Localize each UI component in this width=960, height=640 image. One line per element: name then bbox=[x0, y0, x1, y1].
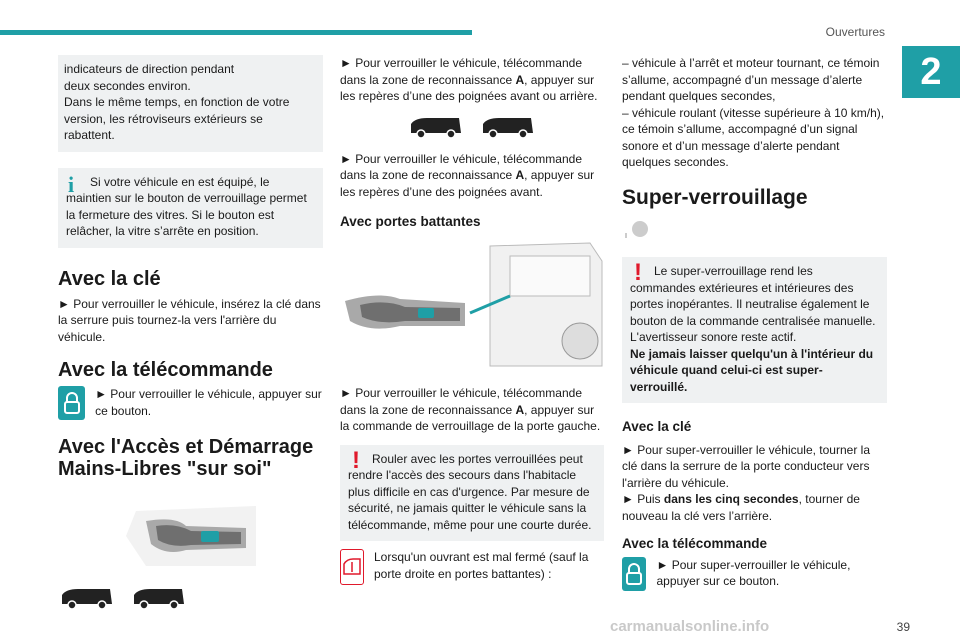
super-cle-text-2: ► Puis dans les cinq secondes, tourner de nouveau la clé vers l’arrière. bbox=[622, 492, 860, 523]
door-note-row bbox=[340, 549, 604, 585]
heading-avec-la-telecommande-2: Avec la télécommande bbox=[622, 536, 768, 551]
alert-text: – véhicule à l’arrêt et moteur tournant, ce témoin s’allume, accompagné d’un message d’alerte pendant quelques secondes, – véhicule roulant (vitesse supérieure à 10 km/h), ce témoin s’allume, accompagné d’un signal sonore et d’un message d’alerte pendant quelques secondes. bbox=[622, 56, 885, 169]
super-warning-bold: Ne jamais laisser quelqu'un à l'intérieur du véhicule quand celui-ci est super-verrouillé. bbox=[630, 346, 874, 394]
column-1 bbox=[58, 55, 323, 610]
door-open-icon bbox=[340, 549, 364, 585]
warning-icon: ! bbox=[634, 259, 642, 286]
page-number: 39 bbox=[896, 620, 910, 634]
super-cle-text-1: ► Pour super-verrouiller le véhicule, tourner la clé dans la serrure de la porte conducteur vers l'arrière du véhicule. bbox=[622, 442, 870, 490]
header-bar bbox=[0, 30, 472, 35]
heading-avec-la-cle: Avec la clé bbox=[58, 267, 161, 290]
telecommande-text: ► Pour verrouiller le véhicule, appuyer sur ce bouton. bbox=[95, 387, 322, 418]
heading-super-verrouillage: Super-verrouillage bbox=[622, 185, 808, 209]
warning-note-text: Rouler avec les portes verrouillées peut rendre l'accès des secours dans l'habitacle plus difficile en cas d'urgence. Par mesure de sécurité, ne jamais quitter le véhicule sans la télécommande, même pour une courte durée. bbox=[348, 451, 592, 532]
telecommande-row bbox=[58, 386, 323, 420]
lock-button-icon bbox=[58, 386, 85, 420]
box-line: rabattent. bbox=[64, 128, 115, 142]
van-long-icon bbox=[479, 115, 537, 139]
heading-line: Mains-Libres "sur soi" bbox=[58, 458, 272, 480]
lock-button-icon bbox=[622, 557, 646, 591]
box-line: Dans le même temps, en fonction de votre bbox=[64, 95, 290, 109]
heading-portes-battantes: Avec portes battantes bbox=[340, 214, 481, 229]
zone-text-1: ► Pour verrouiller le véhicule, télécommande dans la zone de reconnaissance A, appuyer sur les repères d’une des poignées avant ou arrière. bbox=[340, 56, 598, 103]
continued-box bbox=[58, 55, 323, 152]
car-icons-row bbox=[58, 586, 323, 610]
info-icon: i bbox=[68, 171, 75, 197]
cle-text: ► Pour verrouiller le véhicule, insérez la clé dans la serrure puis tournez-la vers l'arrière du véhicule. bbox=[58, 296, 321, 344]
super-warning-note bbox=[622, 257, 887, 403]
heading-acces-demarrage bbox=[58, 436, 323, 480]
watermark: carmanualsonline.info bbox=[610, 618, 770, 635]
box-line: deux secondes environ. bbox=[64, 78, 191, 93]
van-long-icon bbox=[130, 586, 188, 610]
box-line: indicateurs de direction pendant bbox=[64, 62, 235, 76]
heading-avec-la-cle-2: Avec la clé bbox=[622, 419, 692, 434]
super-telecommande-row bbox=[622, 557, 887, 591]
info-note bbox=[58, 168, 323, 248]
info-note-text: Si votre véhicule en est équipé, le maintien sur le bouton de verrouillage permet la fermeture des vitres. Si le bouton est relâcher, la vitre s’arrête en position. bbox=[66, 174, 307, 238]
rear-door-illustration bbox=[340, 241, 604, 374]
chapter-tab: 2 bbox=[902, 46, 960, 98]
column-3 bbox=[622, 55, 887, 591]
door-note-text: Lorsqu'un ouvrant est mal fermé (sauf la porte droite en portes battantes) : bbox=[374, 550, 589, 581]
heading-avec-la-telecommande: Avec la télécommande bbox=[58, 359, 273, 381]
heading-line: Avec l'Accès et Démarrage bbox=[58, 436, 314, 458]
column-2 bbox=[340, 55, 604, 585]
handle-illustration bbox=[58, 496, 323, 576]
box-line: version, les rétroviseurs extérieurs se bbox=[64, 111, 263, 126]
section-title: Ouvertures bbox=[825, 25, 885, 39]
super-warning-text: Le super-verrouillage rend les commandes extérieures et intérieures des portes inopérantes. Il neutralise également le bouton de la commande centralisée manuelle. L'avertisseur sonore reste actif. bbox=[630, 264, 876, 344]
zone-text-3: ► Pour verrouiller le véhicule, télécommande dans la zone de reconnaissance A, appuyer sur la commande de verrouillage de la porte gauche. bbox=[340, 386, 601, 433]
warning-note bbox=[340, 445, 604, 542]
van-icon bbox=[407, 115, 465, 139]
super-telecommande-text: ► Pour super-verrouiller le véhicule, appuyer sur ce bouton. bbox=[656, 557, 851, 588]
zone-text-2: ► Pour verrouiller le véhicule, télécommande dans la zone de reconnaissance A, appuyer sur les repères d’une des poignées avant. bbox=[340, 151, 595, 199]
super-lock-telltale-icon bbox=[622, 219, 887, 246]
warning-icon: ! bbox=[352, 446, 360, 474]
van-icon bbox=[58, 586, 116, 610]
car-icons-row-2 bbox=[340, 115, 604, 139]
